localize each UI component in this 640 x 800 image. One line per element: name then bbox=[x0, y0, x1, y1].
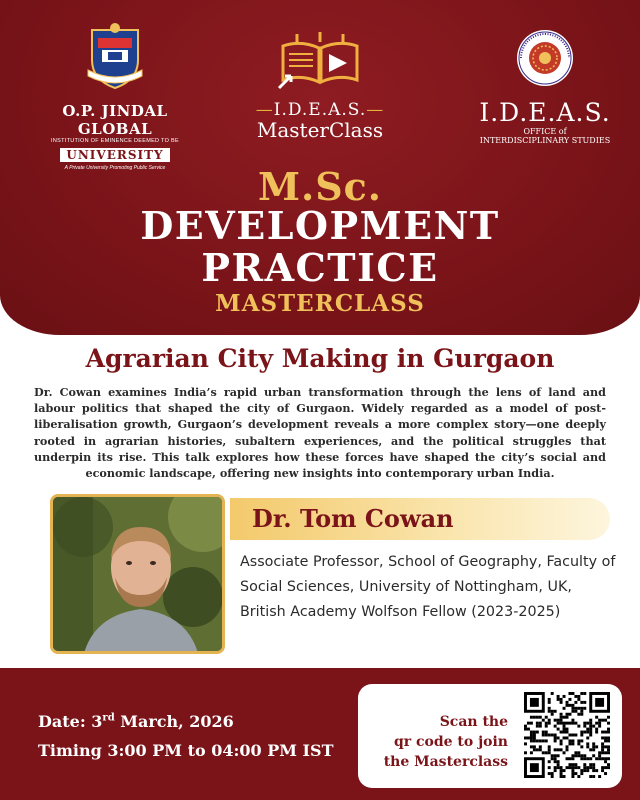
university-tagline: INSTITUTION OF EMINENCE DEEMED TO BE bbox=[51, 138, 179, 144]
hero-line1: DEVELOPMENT bbox=[140, 203, 500, 248]
ideas-seal-icon bbox=[515, 28, 575, 88]
hero-msc: M.Sc. bbox=[257, 164, 383, 209]
speaker-bio: Associate Professor, School of Geography, Faculty of Social Sciences, University of Nottingham, UK, British Academy Wolfson Fellow (2023-2025) bbox=[240, 554, 616, 620]
masterclass-logo-line1: —I.D.E.A.S.— bbox=[255, 100, 385, 120]
open-book-play-icon bbox=[277, 30, 363, 90]
event-date bbox=[38, 712, 234, 731]
university-logo bbox=[30, 22, 200, 171]
qr-instructions-line2: qr code to join bbox=[393, 734, 508, 750]
speaker-portrait-icon bbox=[53, 497, 225, 654]
university-crest-icon bbox=[84, 22, 146, 92]
talk-description: Dr. Cowan examines India’s rapid urban transformation through the lens of land and labour politics that shaped the city of Gurgaon. Widely regarded as a model of post-liberalisation growth, Gurgaon’s development reveals a more complex story—one deeply rooted in agrarian histories, subaltern experiences, and the political struggles that underpin its rise. This talk explores how these forces have shaped the city’s social and economic landscape, offering new insights into contemporary urban India. bbox=[34, 385, 606, 481]
office-logo-line2: INTERDISCIPLINARY STUDIES bbox=[479, 136, 611, 146]
hero-line3: MASTERCLASS bbox=[215, 290, 425, 317]
qr-instructions-line1: Scan the bbox=[439, 714, 508, 730]
masterclass-logo-line2: MasterClass bbox=[256, 118, 384, 142]
university-name-line2: UNIVERSITY bbox=[60, 148, 169, 162]
qr-instructions-line3: the Masterclass bbox=[383, 754, 508, 770]
event-timing: Timing 3:00 PM to 04:00 PM IST bbox=[38, 741, 334, 760]
event-date-label: Date: 3 bbox=[38, 712, 103, 731]
event-date-rest: March, 2026 bbox=[114, 712, 234, 731]
university-name-line1: O.P. JINDAL GLOBAL bbox=[62, 102, 168, 138]
office-logo-line1: OFFICE of bbox=[523, 127, 567, 136]
qr-code-icon[interactable] bbox=[524, 692, 610, 778]
speaker-photo bbox=[50, 494, 225, 654]
hero-line2: PRACTICE bbox=[201, 245, 439, 290]
talk-title: Agrarian City Making in Gurgaon bbox=[85, 344, 555, 373]
office-logo-title: I.D.E.A.S. bbox=[479, 98, 611, 127]
office-logo bbox=[470, 28, 620, 145]
speaker-name: Dr. Tom Cowan bbox=[252, 504, 454, 533]
event-date-suffix: rd bbox=[102, 712, 115, 724]
masterclass-logo bbox=[240, 30, 400, 142]
masterclass-logo-ideas: I.D.E.A.S. bbox=[273, 100, 367, 120]
qr-instructions bbox=[368, 712, 508, 772]
university-footnote: A Private University Promoting Public Service bbox=[64, 165, 166, 172]
